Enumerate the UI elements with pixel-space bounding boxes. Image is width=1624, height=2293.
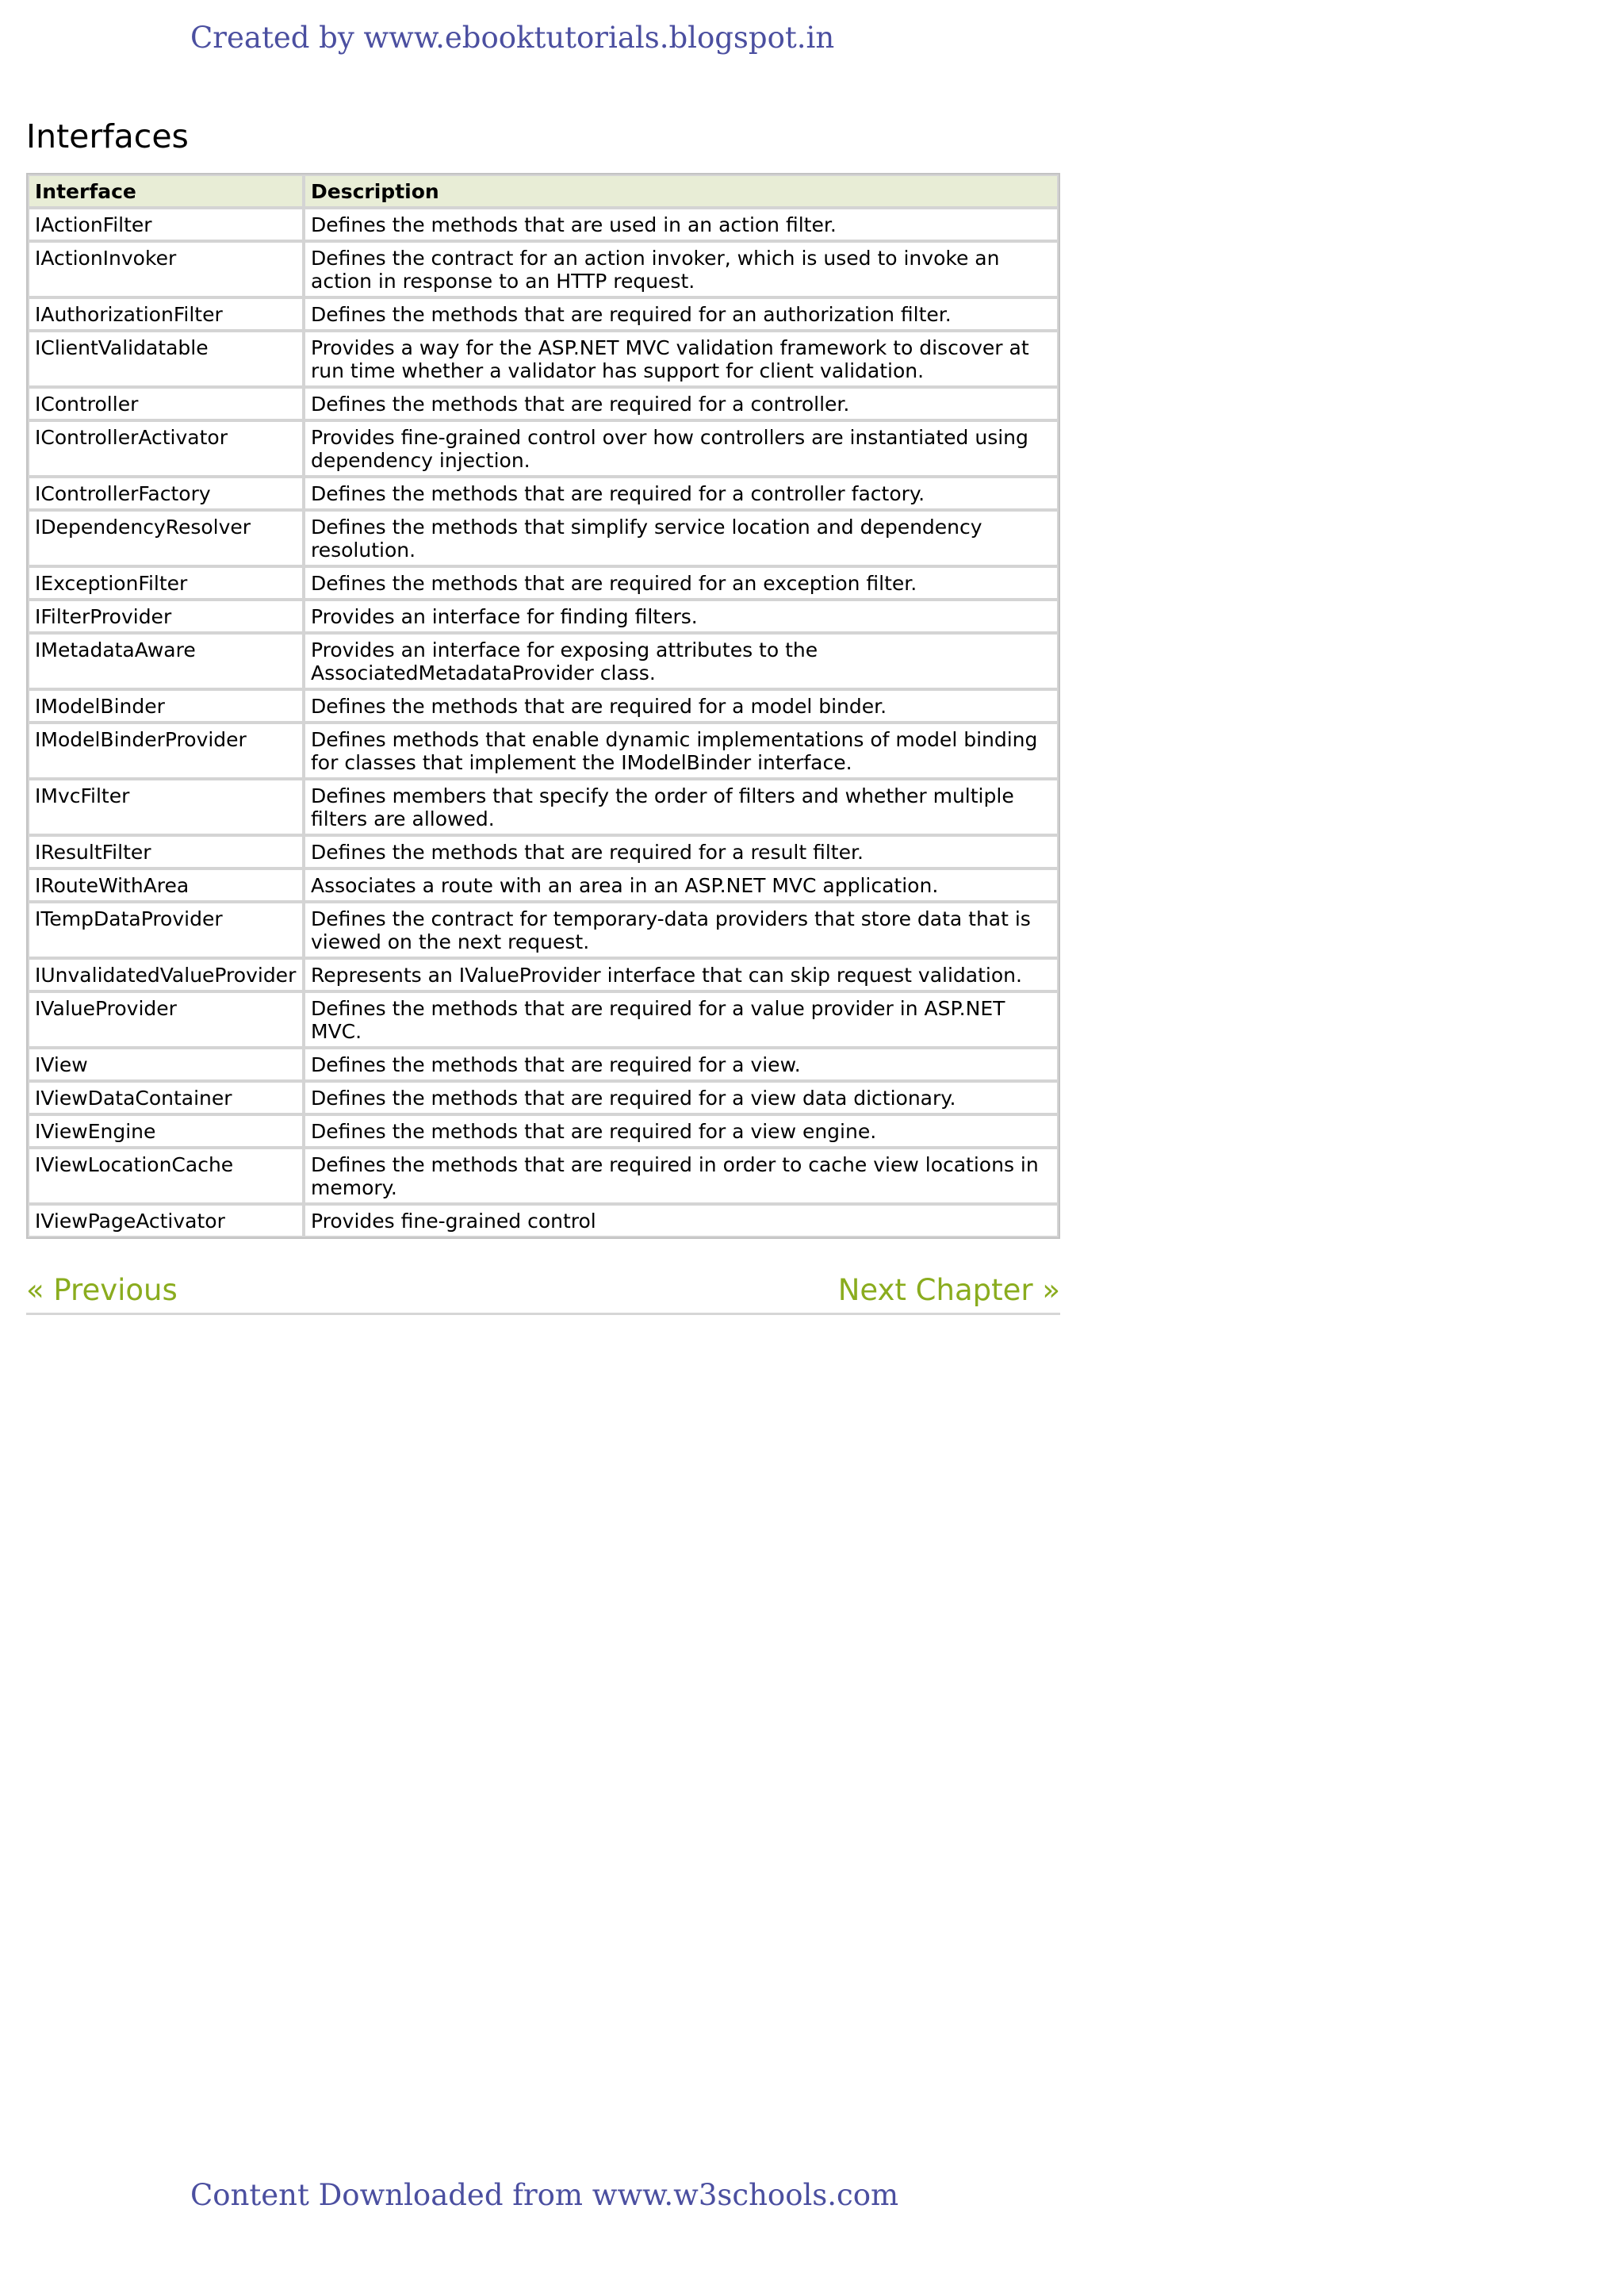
previous-link[interactable]: « Previous [26, 1273, 178, 1307]
table-row [28, 477, 1059, 510]
next-chapter-link[interactable]: Next Chapter » [837, 1273, 1060, 1307]
interface-description-cell: Defines the methods that are required for a view. [304, 1048, 1059, 1081]
table-row [28, 1081, 1059, 1114]
interface-name-cell: IUnvalidatedValueProvider [28, 958, 304, 991]
interface-name-cell: IControllerFactory [28, 477, 304, 510]
interface-name-cell: IRouteWithArea [28, 869, 304, 902]
interface-description-cell: Provides fine-grained control [304, 1204, 1059, 1237]
table-header-row [28, 174, 1059, 208]
table-row [28, 1048, 1059, 1081]
interface-name-cell: IActionFilter [28, 208, 304, 241]
interface-name-cell: IActionInvoker [28, 241, 304, 297]
interface-name-cell: IControllerActivator [28, 420, 304, 477]
interface-description-cell: Defines the methods that are required in order to cache view locations in memory. [304, 1148, 1059, 1204]
table-row [28, 835, 1059, 869]
interface-name-cell: IView [28, 1048, 304, 1081]
interface-name-cell: IExceptionFilter [28, 566, 304, 600]
interface-name-cell: IResultFilter [28, 835, 304, 869]
table-row [28, 387, 1059, 420]
page-title: Interfaces [26, 117, 189, 155]
chapter-navigation [26, 1273, 1060, 1315]
column-header-interface: Interface [28, 174, 304, 208]
table-row [28, 1114, 1059, 1148]
interface-description-cell: Defines the methods that are used in an action filter. [304, 208, 1059, 241]
interface-description-cell: Defines the contract for an action invoker, which is used to invoke an action in response to an HTTP request. [304, 241, 1059, 297]
interface-description-cell: Defines the methods that are required for a view data dictionary. [304, 1081, 1059, 1114]
interface-description-cell: Associates a route with an area in an ASP.NET MVC application. [304, 869, 1059, 902]
table-row [28, 779, 1059, 835]
footer-banner: Content Downloaded from www.w3schools.com [190, 2178, 899, 2212]
interface-description-cell: Defines the methods that are required for a model binder. [304, 689, 1059, 723]
interface-description-cell: Defines the methods that are required for a view engine. [304, 1114, 1059, 1148]
table-row [28, 689, 1059, 723]
table-row [28, 1204, 1059, 1237]
table-row [28, 902, 1059, 958]
interface-description-cell: Provides an interface for exposing attributes to the AssociatedMetadataProvider class. [304, 633, 1059, 689]
interface-description-cell: Defines the methods that are required for a controller factory. [304, 477, 1059, 510]
table-row [28, 331, 1059, 387]
interface-description-cell: Defines the methods that simplify service location and dependency resolution. [304, 510, 1059, 566]
interface-name-cell: IModelBinder [28, 689, 304, 723]
interface-description-cell: Provides a way for the ASP.NET MVC validation framework to discover at run time whether a validator has support for client validation. [304, 331, 1059, 387]
interface-description-cell: Provides an interface for finding filters. [304, 600, 1059, 633]
column-header-description: Description [304, 174, 1059, 208]
table-row [28, 1148, 1059, 1204]
table-row [28, 566, 1059, 600]
interfaces-table-container [26, 173, 1060, 1239]
interface-description-cell: Defines the methods that are required for a result filter. [304, 835, 1059, 869]
header-banner: Created by www.ebooktutorials.blogspot.in [190, 21, 835, 55]
table-row [28, 241, 1059, 297]
interface-name-cell: IModelBinderProvider [28, 723, 304, 779]
interface-name-cell: IViewDataContainer [28, 1081, 304, 1114]
table-row [28, 633, 1059, 689]
interface-description-cell: Defines members that specify the order of filters and whether multiple filters are allowed. [304, 779, 1059, 835]
interface-name-cell: IViewEngine [28, 1114, 304, 1148]
interface-name-cell: IClientValidatable [28, 331, 304, 387]
table-body [28, 208, 1059, 1237]
interface-description-cell: Defines the methods that are required for a value provider in ASP.NET MVC. [304, 991, 1059, 1048]
interface-name-cell: IFilterProvider [28, 600, 304, 633]
interface-description-cell: Represents an IValueProvider interface that can skip request validation. [304, 958, 1059, 991]
table-row [28, 869, 1059, 902]
interface-name-cell: IController [28, 387, 304, 420]
table-row [28, 991, 1059, 1048]
interface-name-cell: IViewPageActivator [28, 1204, 304, 1237]
interface-description-cell: Defines the methods that are required for an authorization filter. [304, 297, 1059, 331]
interface-name-cell: IAuthorizationFilter [28, 297, 304, 331]
interface-name-cell: IViewLocationCache [28, 1148, 304, 1204]
interface-name-cell: IValueProvider [28, 991, 304, 1048]
table-row [28, 723, 1059, 779]
interface-description-cell: Defines the methods that are required for a controller. [304, 387, 1059, 420]
table-row [28, 297, 1059, 331]
interface-description-cell: Defines methods that enable dynamic implementations of model binding for classes that implement the IModelBinder interface. [304, 723, 1059, 779]
interface-name-cell: ITempDataProvider [28, 902, 304, 958]
interface-description-cell: Provides fine-grained control over how controllers are instantiated using dependency injection. [304, 420, 1059, 477]
table-row [28, 600, 1059, 633]
interface-name-cell: IDependencyResolver [28, 510, 304, 566]
table-row [28, 208, 1059, 241]
interfaces-table [26, 173, 1060, 1239]
table-row [28, 958, 1059, 991]
table-row [28, 420, 1059, 477]
interface-description-cell: Defines the methods that are required for an exception filter. [304, 566, 1059, 600]
table-row [28, 510, 1059, 566]
interface-description-cell: Defines the contract for temporary-data providers that store data that is viewed on the next request. [304, 902, 1059, 958]
interface-name-cell: IMvcFilter [28, 779, 304, 835]
interface-name-cell: IMetadataAware [28, 633, 304, 689]
